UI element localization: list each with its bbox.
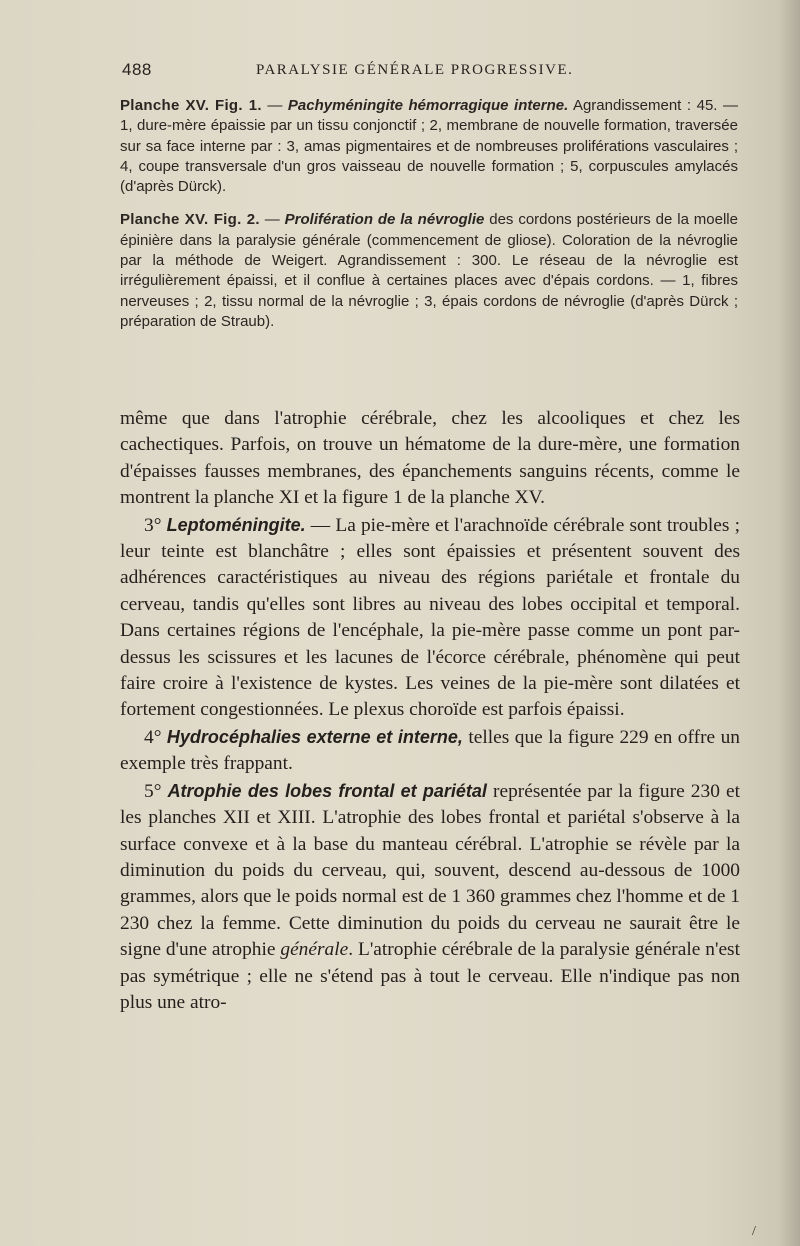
- running-title: PARALYSIE GÉNÉRALE PROGRESSIVE.: [256, 62, 574, 78]
- caption-dash: —: [259, 211, 285, 229]
- section-number: 5°: [144, 780, 168, 802]
- section-title: Hydrocéphalies externe et interne,: [166, 726, 463, 747]
- paragraph-text: représentée par la figure 230 et les planches XII et XIII. L'atrophie des lobes frontal et pariétal s'observe à la surface convexe et à la base du manteau cérébral. L'atrophie se révèle par la diminution du poids du cerveau, qui, souvent, descend au-dessous de 1000 grammes, alors que le poids normal est de 1 360 grammes chez l'homme et de 1 230 chez la femme. Cette diminution du poids du cerveau ne saurait être le signe d'une atrophie: [120, 780, 740, 961]
- paragraph-text: — La pie-mère et l'arachnoïde cérébrale sont troubles ; leur teinte est blanchâtre ; elles sont épaissies et présentent souvent des adhérences caractéristiques au niveau des régions pariétale et frontale du cerveau, tandis qu'elles sont libres au niveau des lobes occipital et temporal. Dans certaines régions de l'encéphale, la pie-mère passe comme un pont par-dessus les scissures et les lacunes de l'écorce cérébrale, phénomène qui peut faire croire à l'existence de kystes. Les veines de la pie-mère sont dilatées et fortement congestionnées. Le plexus choroïde est parfois épaissi.: [120, 514, 740, 721]
- footer-mark: /: [752, 1224, 756, 1239]
- page-header: [120, 60, 740, 84]
- paragraph-atrophie: [120, 778, 740, 1017]
- caption-dash: —: [261, 97, 288, 114]
- section-title: Atrophie des lobes frontal et pariétal: [167, 780, 487, 801]
- caption-text: des cordons postérieurs de la moelle épinière dans la paralysie générale (commencement de gliose). Coloration de la névroglie par la méthode de Weigert. Agrandissement : 300. Le réseau de la névroglie est irrégulièrement épaissi, et il conflue à certaines places avec d'épais cordons. — 1, fibres nerveuses ; 2, tissu normal de la névroglie ; 3, épais cordons de névroglie (d'après Dürck ; préparation de Straub).: [120, 211, 738, 330]
- plate-captions: [120, 96, 738, 345]
- caption-figure-title: Pachyméningite hémorragique interne.: [287, 97, 569, 114]
- paragraph-text: telles que la figure 229 en offre un exemple très frappant.: [120, 726, 740, 775]
- caption-text: Agrandissement : 45. — 1, dure-mère épaissie par un tissu conjonctif ; 2, membrane de nouvelle formation, traversée sur sa face interne par : 3, amas pigmentaires et de nombreuses proliférations vasculaires ; 4, coupe transversale d'un gros vaisseau de nouvelle formation ; 5, corpuscules amylacés (d'après Dürck).: [120, 97, 738, 196]
- paragraph-leptomeningite: [120, 512, 740, 724]
- italic-word: générale: [280, 939, 349, 961]
- caption-plate-ref: Planche XV. Fig. 2.: [120, 211, 260, 229]
- body-text: [120, 406, 740, 1016]
- caption-fig-2: [120, 210, 738, 332]
- section-number: 4°: [144, 726, 167, 748]
- page-edge-shadow: [778, 0, 800, 1246]
- caption-plate-ref: Planche XV. Fig. 1.: [120, 97, 262, 114]
- caption-figure-title: Prolifération de la névroglie: [284, 211, 485, 229]
- paragraph-hydrocephalies: [120, 724, 740, 778]
- paragraph-text: . L'atrophie cérébrale de la paralysie générale n'est pas symétrique ; elle ne s'étend pas à tout le cerveau. Elle n'indique pas non plus une atro-: [120, 939, 740, 1013]
- caption-fig-1: [120, 96, 738, 197]
- page-number: 488: [122, 60, 152, 79]
- section-number: 3°: [144, 514, 167, 536]
- paragraph-continuation: même que dans l'atrophie cérébrale, chez les alcooliques et chez les cachectiques. Parfois, on trouve un hématome de la dure-mère, une formation d'épaisses fausses membranes, des épanchements sanguins récents, comme le montrent la planche XI et la figure 1 de la planche XV.: [120, 408, 740, 509]
- section-title: Leptoméningite.: [166, 514, 306, 535]
